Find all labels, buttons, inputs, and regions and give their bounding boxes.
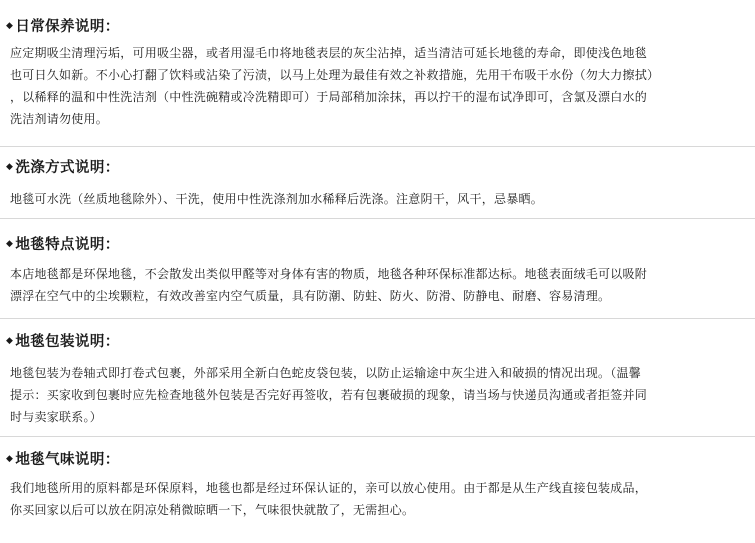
diamond-bullet-icon: ◆ (6, 162, 14, 172)
section-body (10, 263, 745, 307)
section-title-text: 地毯包装说明： (15, 333, 120, 350)
section-body (10, 477, 745, 521)
diamond-bullet-icon: ◆ (6, 336, 14, 346)
section-divider (0, 436, 755, 437)
section-divider (0, 146, 755, 147)
section-title-text: 洗涤方式说明： (15, 159, 120, 176)
text-line: 你买回家以后可以放在阴凉处稍微晾晒一下，气味很快就散了，无需担心。 (10, 503, 415, 517)
section-body (10, 42, 745, 130)
diamond-bullet-icon: ◆ (6, 454, 14, 464)
section-title (6, 233, 120, 253)
section-divider (0, 218, 755, 219)
text-line: 地毯可水洗（丝质地毯除外）、干洗，使用中性洗涤剂加水稀释后洗涤。注意阴干，风干，忌暴晒。 (10, 192, 544, 206)
section-title (6, 448, 120, 468)
text-line: 应定期吸尘清理污垢，可用吸尘器，或者用湿毛巾将地毯表层的灰尘沾掉，适当清洁可延长地毯的寿命，即使浅色地毯 (10, 46, 648, 60)
section-divider (0, 318, 755, 319)
section-title-text: 地毯特点说明： (15, 236, 120, 253)
text-line: 时与卖家联系。） (10, 410, 103, 424)
section-title-text: 地毯气味说明： (15, 451, 120, 468)
text-line: 我们地毯所用的原料都是环保原料，地毯也都是经过环保认证的，亲可以放心使用。由于都是从生产线直接包装成品， (10, 481, 648, 495)
text-line: 也可日久如新。不小心打翻了饮料或沾染了污渍，以马上处理为最佳有效之补救措施，先用干布吸干水份（勿大力擦拭） (10, 68, 660, 82)
section-title (6, 330, 120, 350)
text-line: ，以稀释的温和中性洗洁剂（中性洗碗精或冷洗精即可）于局部稍加涂抹，再以拧干的湿布试净即可，含氯及漂白水的 (10, 90, 648, 104)
text-line: 本店地毯都是环保地毯，不会散发出类似甲醛等对身体有害的物质，地毯各种环保标准都达标。地毯表面绒毛可以吸附 (10, 267, 648, 281)
text-line: 地毯包装为卷轴式即打卷式包裹，外部采用全新白色蛇皮袋包装，以防止运输途中灰尘进入和破损的情况出现。（温馨 (10, 366, 642, 380)
diamond-bullet-icon: ◆ (6, 21, 14, 31)
diamond-bullet-icon: ◆ (6, 239, 14, 249)
section-body (10, 188, 745, 210)
text-line: 洗洁剂请勿使用。 (10, 112, 109, 126)
text-line: 漂浮在空气中的尘埃颗粒，有效改善室内空气质量，具有防潮、防蛀、防火、防滑、防静电、耐磨、容易清理。 (10, 289, 611, 303)
section-title (6, 156, 120, 176)
section-title (6, 15, 120, 35)
section-body (10, 362, 745, 428)
section-title-text: 日常保养说明： (15, 18, 120, 35)
text-line: 提示：买家收到包裹时应先检查地毯外包装是否完好再签收，若有包裹破损的现象，请当场与快递员沟通或者拒签并同 (10, 388, 648, 402)
